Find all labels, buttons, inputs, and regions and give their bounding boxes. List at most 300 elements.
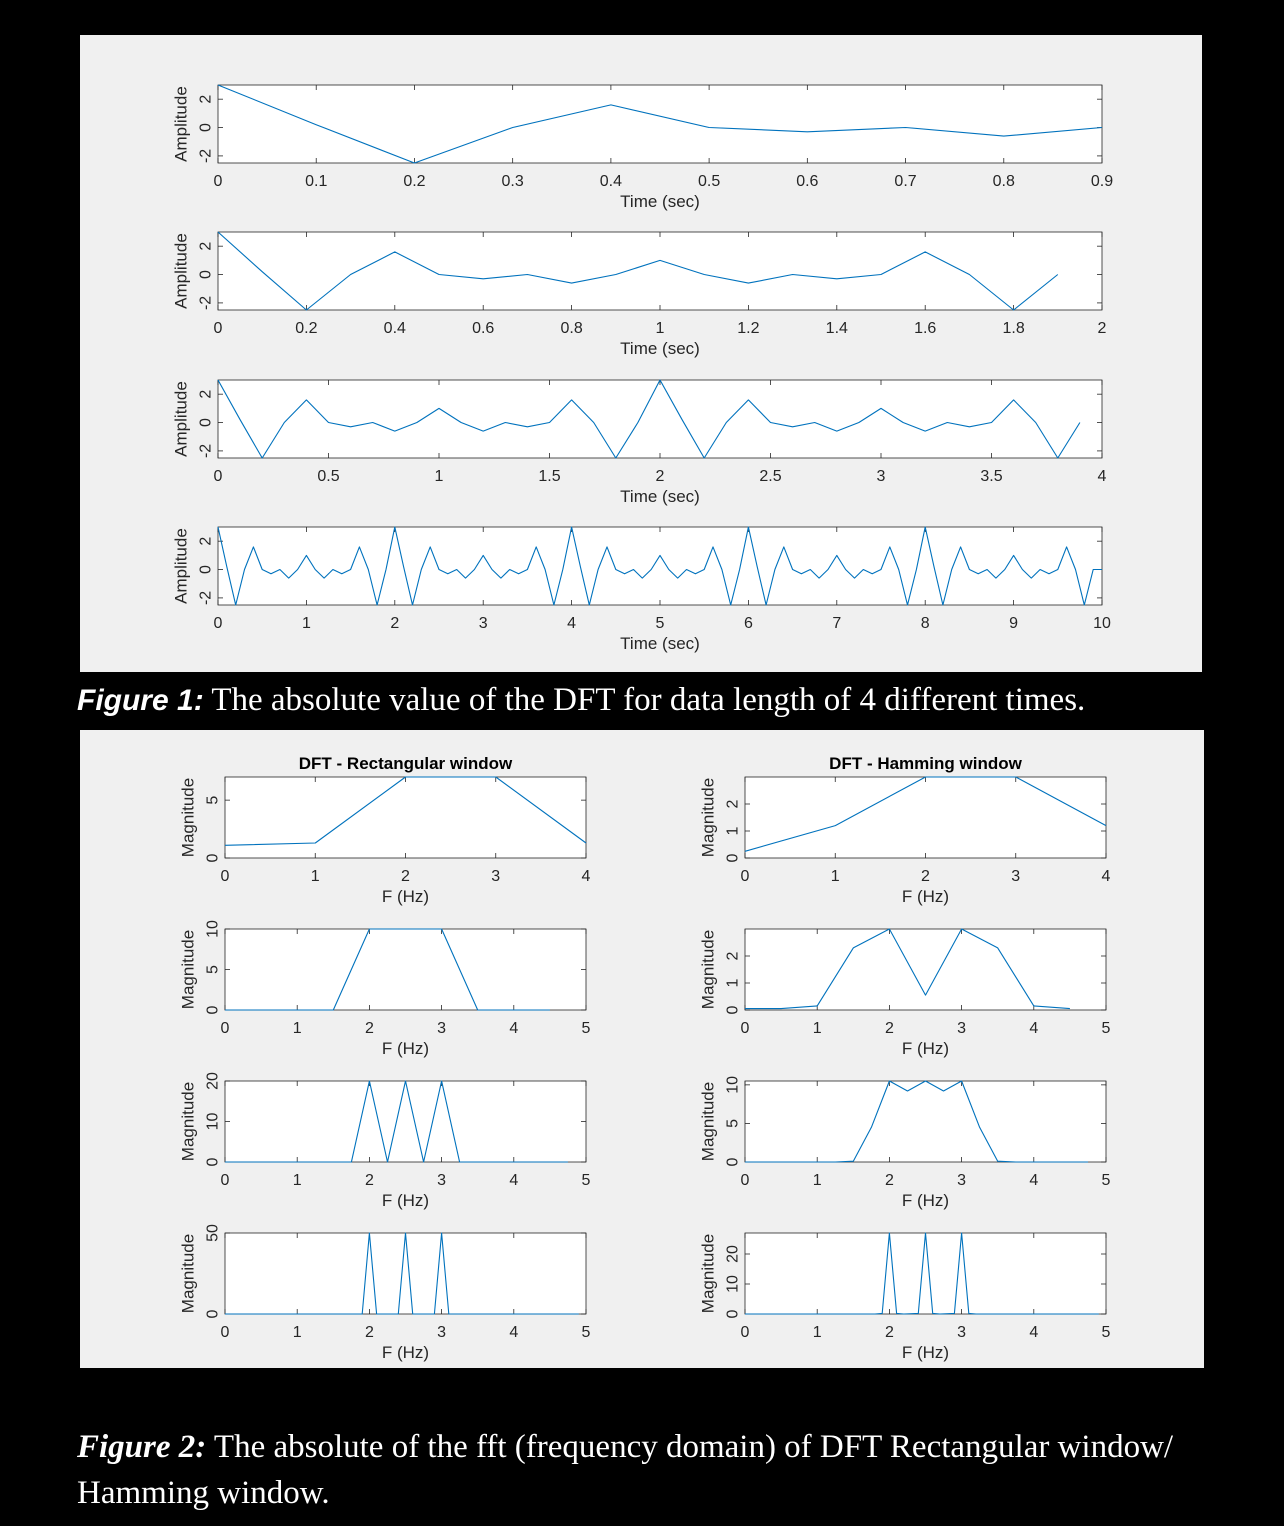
data-point: [305, 309, 307, 311]
y-tick-label: 0: [197, 123, 215, 132]
data-point: [990, 421, 992, 423]
data-point: [433, 1313, 435, 1315]
data-point: [880, 568, 882, 570]
data-point: [816, 1005, 818, 1007]
data-point: [402, 566, 404, 568]
data-point: [744, 1161, 746, 1163]
chart-t1: [172, 84, 1114, 211]
data-point: [438, 273, 440, 275]
data-point: [997, 1313, 999, 1315]
x-tick-label: 0: [213, 468, 223, 485]
data-point: [1105, 824, 1107, 826]
y-tick-label: 0: [197, 270, 215, 279]
data-point: [548, 421, 550, 423]
data-point: [659, 554, 661, 556]
x-axis-label: F (Hz): [901, 1343, 950, 1362]
data-point: [924, 1232, 926, 1234]
data-point: [511, 126, 513, 128]
x-tick-label: 2: [364, 1020, 374, 1037]
x-axis-label: F (Hz): [901, 887, 950, 906]
x-tick-label: 0: [740, 1324, 750, 1341]
data-point: [1012, 554, 1014, 556]
data-point: [397, 1313, 399, 1315]
x-tick-label: 0: [740, 1020, 750, 1037]
x-tick-label: 0.1: [305, 173, 328, 190]
x-tick-label: 0.7: [894, 173, 917, 190]
data-point: [668, 568, 670, 570]
x-tick-label: 8: [920, 615, 930, 632]
data-point: [806, 131, 808, 133]
data-point: [358, 546, 360, 548]
data-point: [939, 1313, 941, 1315]
plot-area: [225, 777, 586, 858]
data-point: [413, 162, 415, 164]
data-point: [870, 1126, 872, 1128]
data-point: [623, 573, 625, 575]
data-point: [261, 568, 263, 570]
data-point: [800, 573, 802, 575]
data-point: [1079, 421, 1081, 423]
data-point: [744, 1313, 746, 1315]
data-point: [809, 568, 811, 570]
data-point: [747, 526, 749, 528]
data-point: [504, 421, 506, 423]
data-point: [385, 568, 387, 570]
data-point: [834, 1161, 836, 1163]
x-axis-label: F (Hz): [381, 887, 430, 906]
x-tick-label: 3: [478, 615, 488, 632]
data-point: [968, 273, 970, 275]
x-tick-label: 9: [1009, 615, 1019, 632]
data-point: [372, 421, 374, 423]
data-point: [361, 1313, 363, 1315]
data-point: [217, 231, 219, 233]
data-point: [394, 430, 396, 432]
data-point: [924, 1080, 926, 1082]
data-point: [738, 568, 740, 570]
data-point: [871, 573, 873, 575]
y-tick-label: 1: [724, 826, 742, 836]
data-point: [917, 1312, 919, 1314]
y-tick-label: 2: [197, 536, 215, 546]
data-point: [798, 1161, 800, 1163]
y-tick-label: 2: [197, 389, 215, 399]
x-tick-label: 5: [655, 615, 665, 632]
data-point: [836, 430, 838, 432]
data-point: [933, 566, 935, 568]
x-tick-label: 1: [292, 1324, 302, 1341]
data-point: [1035, 421, 1037, 423]
x-tick-label: 0.4: [383, 320, 406, 337]
data-point: [513, 1009, 515, 1011]
data-point: [853, 577, 855, 579]
data-point: [924, 430, 926, 432]
data-point: [261, 457, 263, 459]
data-point: [1015, 776, 1017, 778]
x-tick-label: 4: [509, 1172, 519, 1189]
x-tick-label: 1: [812, 1020, 822, 1037]
y-tick-label: 10: [204, 1112, 222, 1131]
x-axis-label: F (Hz): [381, 1191, 430, 1210]
y-tick-label: 2: [197, 241, 215, 251]
data-point: [422, 1161, 424, 1163]
data-point: [880, 273, 882, 275]
data-point: [783, 546, 785, 548]
x-tick-label: 1: [301, 615, 311, 632]
data-point: [1101, 126, 1103, 128]
data-point: [960, 1232, 962, 1234]
data-point: [349, 568, 351, 570]
data-point: [464, 577, 466, 579]
x-axis-label: F (Hz): [381, 1343, 430, 1362]
data-point: [897, 568, 899, 570]
x-tick-label: 1: [812, 1172, 822, 1189]
data-point: [296, 1313, 298, 1315]
data-point: [902, 421, 904, 423]
data-point: [350, 1161, 352, 1163]
data-point: [553, 604, 555, 606]
data-point: [960, 928, 962, 930]
data-point: [924, 251, 926, 253]
data-point: [341, 573, 343, 575]
x-tick-label: 0.3: [501, 173, 524, 190]
y-tick-label: 10: [204, 920, 222, 938]
y-tick-label: 0: [197, 565, 215, 574]
chart-h1: [699, 754, 1111, 906]
data-point: [858, 421, 860, 423]
y-axis-label: Amplitude: [171, 233, 191, 309]
data-point: [526, 426, 528, 428]
x-tick-label: 2: [884, 1172, 894, 1189]
x-tick-label: 0.6: [472, 320, 495, 337]
data-point: [544, 568, 546, 570]
data-point: [881, 1312, 883, 1314]
data-point: [588, 604, 590, 606]
data-point: [482, 278, 484, 280]
data-point: [1012, 309, 1014, 311]
chart-r1: [179, 754, 591, 906]
y-axis-label: Magnitude: [698, 777, 718, 858]
x-tick-label: 4: [509, 1324, 519, 1341]
data-point: [1057, 457, 1059, 459]
x-tick-label: 7: [832, 615, 842, 632]
y-tick-label: 5: [204, 795, 222, 805]
y-tick-label: 5: [724, 1118, 742, 1128]
data-point: [513, 1313, 515, 1315]
chart-h3: [699, 1076, 1111, 1210]
data-point: [904, 126, 906, 128]
data-point: [283, 421, 285, 423]
data-point: [889, 546, 891, 548]
data-point: [816, 1161, 818, 1163]
data-point: [477, 1161, 479, 1163]
x-tick-label: 4: [1101, 868, 1111, 885]
data-point: [637, 421, 639, 423]
x-tick-label: 4: [1029, 1324, 1039, 1341]
data-point: [460, 421, 462, 423]
data-point: [852, 1160, 854, 1162]
data-point: [314, 1161, 316, 1163]
data-point: [477, 1313, 479, 1315]
x-tick-label: 2: [921, 868, 930, 885]
x-axis-label: Time (sec): [620, 339, 700, 358]
y-tick-label: 20: [724, 1245, 742, 1263]
data-point: [818, 577, 820, 579]
data-point: [953, 1312, 955, 1314]
data-point: [578, 1313, 580, 1315]
data-point: [606, 546, 608, 548]
y-axis-label: Magnitude: [698, 1233, 718, 1314]
data-point: [852, 1313, 854, 1315]
data-point: [650, 568, 652, 570]
x-tick-label: 10: [1093, 615, 1111, 632]
data-point: [977, 573, 979, 575]
plot-area: [745, 1081, 1106, 1162]
data-point: [986, 568, 988, 570]
y-tick-label: 2: [197, 94, 215, 104]
data-point: [535, 546, 537, 548]
data-point: [932, 1312, 934, 1314]
y-axis-label: Magnitude: [698, 1081, 718, 1162]
x-tick-label: 0.8: [992, 173, 1015, 190]
plot-area: [218, 380, 1102, 458]
data-point: [491, 568, 493, 570]
x-tick-label: 1: [434, 468, 444, 485]
data-point: [791, 568, 793, 570]
x-axis-label: Time (sec): [620, 634, 700, 653]
data-point: [332, 568, 334, 570]
data-point: [477, 1009, 479, 1011]
data-point: [1004, 568, 1006, 570]
x-tick-label: 3: [957, 1324, 967, 1341]
data-point: [780, 1313, 782, 1315]
y-axis-label: Magnitude: [178, 929, 198, 1010]
x-tick-label: 0.5: [697, 173, 721, 190]
data-point: [296, 1009, 298, 1011]
x-axis-label: F (Hz): [901, 1039, 950, 1058]
data-point: [960, 1080, 962, 1082]
data-point: [942, 1090, 944, 1092]
plot-area: [225, 929, 586, 1010]
data-point: [526, 273, 528, 275]
data-point: [500, 577, 502, 579]
data-point: [224, 1009, 226, 1011]
data-point: [1012, 399, 1014, 401]
plot-area: [218, 527, 1102, 605]
x-tick-label: 2: [390, 615, 400, 632]
plot-area: [745, 929, 1106, 1010]
data-point: [296, 568, 298, 570]
x-tick-label: 0.6: [796, 173, 819, 190]
y-tick-label: -2: [197, 443, 215, 459]
data-point: [641, 577, 643, 579]
chart-h4: [699, 1232, 1111, 1362]
data-point: [659, 259, 661, 261]
x-tick-label: 1: [830, 868, 840, 885]
data-point: [585, 842, 587, 844]
data-point: [261, 271, 263, 273]
x-tick-label: 4: [1029, 1020, 1039, 1037]
data-point: [567, 1161, 569, 1163]
x-tick-label: 2.5: [759, 468, 782, 485]
data-point: [1083, 604, 1085, 606]
data-point: [217, 526, 219, 528]
y-tick-label: 0: [204, 853, 222, 863]
data-point: [447, 573, 449, 575]
y-axis-label: Magnitude: [178, 777, 198, 858]
data-point: [997, 1160, 999, 1162]
y-tick-label: 0: [204, 1157, 222, 1167]
data-point: [593, 421, 595, 423]
x-tick-label: 5: [1101, 1172, 1111, 1189]
y-tick-label: 20: [204, 1072, 222, 1090]
x-tick-label: 3: [957, 1020, 967, 1037]
data-point: [721, 568, 723, 570]
data-point: [368, 1232, 370, 1234]
data-point: [951, 568, 953, 570]
y-tick-label: 2: [724, 951, 742, 961]
chart-t4: [172, 526, 1112, 653]
data-point: [968, 1312, 970, 1314]
x-tick-label: 0.5: [317, 468, 340, 485]
data-point: [288, 577, 290, 579]
data-point: [513, 1161, 515, 1163]
data-point: [314, 568, 316, 570]
figure2-panel: [80, 730, 1204, 1368]
data-point: [260, 1161, 262, 1163]
figure1-time-domain-plots: [80, 35, 1202, 672]
data-point: [1021, 568, 1023, 570]
data-point: [1101, 568, 1103, 570]
data-point: [368, 1080, 370, 1082]
x-tick-label: 1.5: [538, 468, 561, 485]
x-tick-label: 1: [310, 868, 320, 885]
data-point: [676, 577, 678, 579]
y-tick-label: -2: [197, 295, 215, 311]
data-point: [844, 568, 846, 570]
x-tick-label: 4: [567, 615, 577, 632]
x-tick-label: 4: [581, 868, 591, 885]
y-axis-label: Magnitude: [178, 1233, 198, 1314]
data-point: [895, 1312, 897, 1314]
x-tick-label: 0: [213, 615, 223, 632]
x-tick-label: 1: [655, 320, 665, 337]
y-axis-label: Amplitude: [171, 86, 191, 162]
data-point: [744, 1007, 746, 1009]
data-point: [367, 568, 369, 570]
x-tick-label: 3: [491, 868, 501, 885]
x-tick-label: 5: [1101, 1020, 1111, 1037]
x-tick-label: 2: [655, 468, 665, 485]
data-point: [455, 568, 457, 570]
data-point: [473, 568, 475, 570]
x-tick-label: 1: [812, 1324, 822, 1341]
y-tick-label: -2: [197, 148, 215, 164]
figure2-caption-label: Figure 2:: [77, 1429, 207, 1465]
data-point: [769, 421, 771, 423]
data-point: [834, 824, 836, 826]
data-point: [816, 1313, 818, 1315]
data-point: [765, 604, 767, 606]
y-tick-label: 0: [724, 1309, 742, 1319]
data-point: [946, 421, 948, 423]
data-point: [725, 421, 727, 423]
y-tick-label: 1: [724, 978, 742, 988]
x-tick-label: 1: [292, 1172, 302, 1189]
chart-t3: [172, 379, 1107, 506]
data-point: [1039, 568, 1041, 570]
data-point: [305, 399, 307, 401]
data-point: [404, 1080, 406, 1082]
y-tick-label: 0: [204, 1005, 222, 1015]
data-point: [270, 573, 272, 575]
x-tick-label: 2: [884, 1020, 894, 1037]
chart-title: DFT - Rectangular window: [298, 754, 513, 773]
data-point: [438, 568, 440, 570]
data-point: [730, 604, 732, 606]
x-tick-label: 3: [437, 1324, 447, 1341]
data-point: [224, 844, 226, 846]
data-point: [394, 526, 396, 528]
data-point: [440, 1232, 442, 1234]
data-point: [314, 842, 316, 844]
x-tick-label: 3: [437, 1020, 447, 1037]
data-point: [978, 1126, 980, 1128]
data-point: [549, 1313, 551, 1315]
chart-title: DFT - Hamming window: [829, 754, 1022, 773]
data-point: [531, 1161, 533, 1163]
data-point: [579, 566, 581, 568]
data-point: [495, 776, 497, 778]
data-point: [482, 430, 484, 432]
data-point: [332, 1009, 334, 1011]
data-point: [756, 566, 758, 568]
data-point: [703, 273, 705, 275]
data-point: [570, 399, 572, 401]
data-point: [549, 1161, 551, 1163]
data-point: [924, 994, 926, 996]
data-point: [1057, 273, 1059, 275]
data-point: [780, 1007, 782, 1009]
data-point: [1033, 1313, 1035, 1315]
x-tick-label: 4: [1097, 468, 1107, 485]
x-axis-label: Time (sec): [620, 487, 700, 506]
chart-t2: [172, 231, 1107, 358]
data-point: [279, 568, 281, 570]
data-point: [332, 1161, 334, 1163]
figure1-panel: [80, 35, 1202, 672]
data-point: [915, 568, 917, 570]
figure1-caption: [77, 682, 1085, 719]
x-tick-label: 0: [220, 1020, 230, 1037]
data-point: [368, 928, 370, 930]
y-tick-label: 50: [204, 1224, 222, 1242]
y-axis-label: Magnitude: [698, 929, 718, 1010]
x-tick-label: 2: [1097, 320, 1107, 337]
data-point: [615, 273, 617, 275]
x-tick-label: 0: [740, 868, 750, 885]
data-point: [570, 526, 572, 528]
x-tick-label: 0: [213, 173, 223, 190]
data-point: [995, 577, 997, 579]
x-tick-label: 4: [1029, 1172, 1039, 1189]
data-point: [791, 426, 793, 428]
data-point: [597, 568, 599, 570]
x-tick-label: 2: [884, 1324, 894, 1341]
data-point: [224, 1161, 226, 1163]
x-tick-label: 0: [740, 1172, 750, 1189]
data-point: [659, 379, 661, 381]
